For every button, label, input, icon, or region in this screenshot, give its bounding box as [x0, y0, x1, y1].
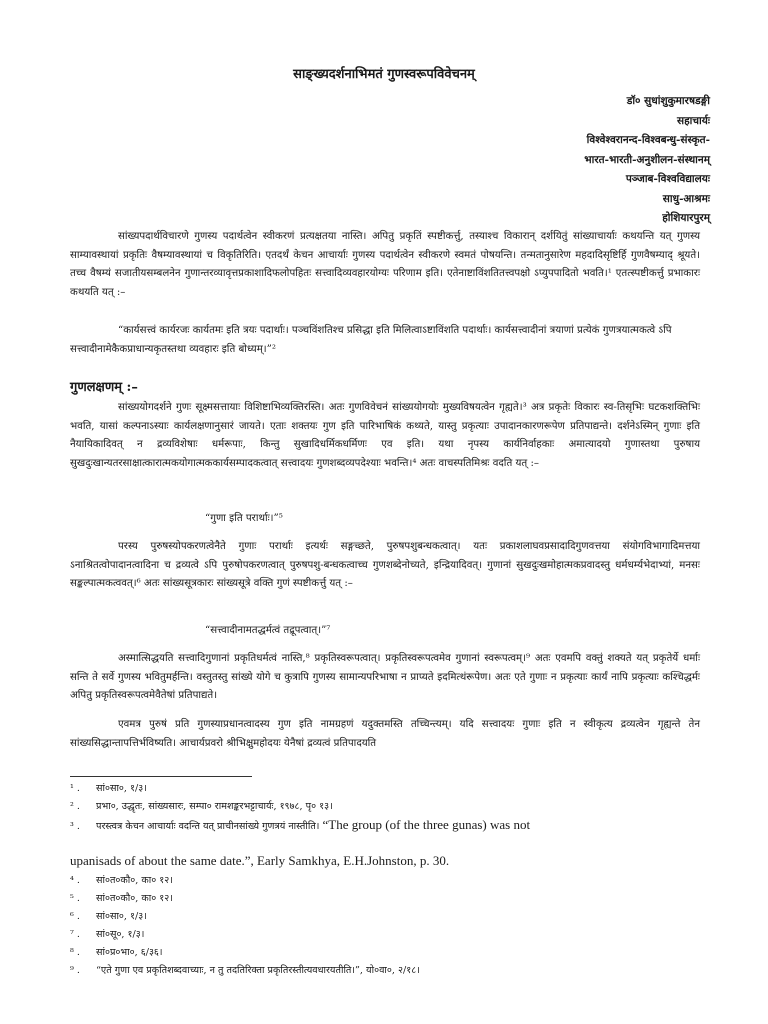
footnote-text: सां०त०कौ०, का० १२। — [96, 875, 173, 886]
footnote-english-quote: “The group (of the three gunas) was not — [322, 817, 531, 832]
footnote-text: “एते गुणा एव प्रकृतिशब्दवाच्याः, न तु तदतिरिक्ता प्रकृतिरस्तीत्यवधारयतीति।”, यो०वा०, २/१८। — [96, 965, 420, 976]
footnote-number: ⁴ . — [70, 875, 80, 886]
footnote-number: ² . — [70, 801, 80, 812]
author-name: डॉ० सुधांशुकुमारषडङ्गी — [626, 95, 710, 107]
block-quote: “गुणा इति परार्थाः।”⁵ — [205, 513, 283, 524]
paragraph: अस्मात्सिद्धयति सत्त्वादिगुणानां प्रकृतिधर्मत्वं नास्ति,⁸ प्रकृतिस्वरूपत्वात्। प्रकृतिस्वरूपत्वमेव गुणानां स्वरूपत्वम्।⁹ अतः एवमपि वक्तुं शक्यते यत् प्रकृतेर्ये धर्माः सन्ति ते सर्वे गुणस्य भवितुमर्हन्ति। वस्तुतस्तु सांख्ये योगे च कुत्रापि गुणस्य सामान्यपरिभाषा न प्राप्यते इदमित्थंरूपेण। अतः एते गुणाः न प्रकृत्याः कार्यं नापि प्रकृत्याः कश्चिद्धर्मः अपितु प्रकृतिस्वरूपत्वमेवैतेषां प्रतिपाद्यते। — [70, 653, 700, 702]
footnote — [70, 890, 710, 907]
footnote-number: ⁷ . — [70, 929, 80, 940]
footnote-number: ³ . — [70, 821, 80, 832]
footnote — [70, 944, 710, 961]
footnote-text: सां०सू०, १/३। — [96, 929, 145, 940]
footnote-text: सां०सा०, १/३। — [96, 911, 147, 922]
footnote-divider — [70, 776, 252, 777]
page-title: साङ्ख्यदर्शनाभिमतं गुणस्वरूपविवेचनम् — [293, 67, 475, 82]
author-affiliation-line: होशियारपुरम् — [662, 212, 710, 224]
footnote-number: ⁶ . — [70, 911, 80, 922]
author-affiliation-line: भारत-भारती-अनुशीलन-संस्थानम् — [584, 153, 710, 166]
block-quote: “सत्त्वादीनामतद्धर्मत्वं तद्रूपत्वात्।”⁷ — [205, 625, 331, 636]
footnote — [70, 872, 710, 889]
footnote-text: सां०प्र०भा०, ६/३६। — [96, 947, 163, 958]
footnote-text: सां०त०कौ०, का० १२। — [96, 893, 173, 904]
footnote-text: परस्त्वत्र केचन आचार्याः वदन्ति यत् प्राचीनसांख्ये गुणत्रयं नास्तीति। — [96, 821, 320, 832]
footnote — [70, 816, 710, 835]
author-block — [584, 92, 710, 229]
author-affiliation-line: विश्वेश्वरानन्द-विश्वबन्धु-संस्कृत- — [586, 134, 710, 146]
section-heading: गुणलक्षणम् :– — [70, 380, 138, 395]
paragraph: सांख्यपदार्थविचारणे गुणस्य पदार्थत्वेन स्वीकरणं प्रत्यक्षतया नास्ति। अपितु प्रकृतिं स्पष्टीकर्त्तु, तस्याश्च विकारान् दर्शयितुं सांख्याचार्याः कथयन्ति यत् गुणस्य साम्यावस्थायां प्रकृतिः वैषम्यावस्थायां च विकृतिरिति। एतदर्थं केचन आचार्याः गुणस्य पदार्थत्वेन स्वीकरणे स्वमतं पोषयन्ति। तन्मतानुसारेण महदादिसृष्टिर्हि गुणवैषम्याद् श्रूयते। तच्च वैषम्यं सजातीयसम्बलनेन गुणान्तरव्यावृत्तप्रकाशादिफलोपहितः सत्त्वादिव्यवहारयोग्यः परिणाम इति। एतेनाष्टाविंशतितत्त्वपक्षो ऽप्युपपादितो भवति।¹ एतत्स्पष्टीकर्त्तु प्रभाकारः कथयति यत् :– — [70, 231, 700, 298]
footnote — [70, 908, 710, 925]
paragraph: एवमत्र पुरुषं प्रति गुणस्याप्रधानत्वादस्य गुण इति नामग्रहणं यदुक्तमस्ति तच्चिन्त्यम्। यदि सत्त्वादयः गुणाः इति न स्वीकृत्य द्रव्यत्वेन गृह्यन्ते तेन सांख्यसिद्धान्तापत्तिर्भविष्यति। आचार्यप्रवरो श्रीभिक्षुमहोदयः येनैषां द्रव्यत्वं प्रतिपादयति — [70, 719, 700, 749]
footnote — [70, 926, 710, 943]
author-affiliation-line: पञ्जाब-विश्वविद्यालयः — [625, 173, 710, 185]
footnote-number: ¹ . — [70, 783, 80, 794]
block-quote: “कार्यसत्त्वं कार्यरजः कार्यतमः इति त्रयः पदार्थाः। पञ्चविंशतिश्च प्रसिद्धा इति मिलित्वाऽष्टाविंशति पदार्थाः। कार्यसत्त्वादीनां त्रयाणां प्रत्येकं गुणत्रयात्मकत्वे ऽपि सत्त्वादीनामेकैकप्राधान्यकृतस्तथा व्यवहारः इति बोध्यम्।”² — [70, 325, 672, 355]
author-designation: सहाचार्यः — [677, 114, 710, 127]
paragraph: सांख्ययोगदर्शने गुणः सूक्ष्मसत्तायाः विशिष्टाभिव्यक्तिरस्ति। अतः गुणविवेचनं सांख्ययोगयोः मुख्यविषयत्वेन गृह्यते।³ अत्र प्रकृतेः विकारः स्व-तिसृभिः घटकशक्तिभिः भवति, यासां कल्पनाऽस्याः कार्यलक्षणानुसारं जायते। एताः शक्तयः गुण इति पारिभाषिकं कथ्यते, यास्तु प्रकृत्याः उपादानकारणरूपेण प्रतिपाद्यन्ते। दर्शनेऽस्मिन् गुणाः इति नैयायिकादिवत् न द्रव्यविशेषाः धर्मरूपाः, किन्तु सुखादिधर्मिकधर्मिणः एव इति। यथा नृपस्य कार्यनिर्वाहकाः अमात्यादयो गुणास्तथा पुरुषाय सुखदुःखान्यतरसाक्षात्कारात्मकयोगात्मककार्यसम्पादकत्वात् सत्त्वादयः गुणशब्दव्यपदेश्याः भवन्ति।⁴ अतः वाचस्पतिमिश्रः वदति यत् :– — [70, 402, 700, 469]
footnote-number: ⁹ . — [70, 965, 80, 976]
footnote — [70, 962, 710, 979]
footnote-text: प्रभा०, उद्धृतः, सांख्यसारः, सम्पा० रामशङ्करभट्टाचार्यः, १९७८, पृ० १३। — [96, 801, 333, 812]
footnote — [70, 798, 710, 815]
paragraph: परस्य पुरुषस्योपकरणत्वेनैते गुणाः परार्थाः इत्यर्थः सङ्गच्छते, पुरुषपशुबन्धकत्वात्। यतः प्रकाशलाघवप्रसादादिगुणवत्तया संयोगविभागादिमत्तया ऽनाश्रितत्वोपादानत्वादिना च द्रव्यत्वे ऽपि पुरुषोपकरणत्वात् पुरुषपशु-बन्धकत्वाच्च गुणशब्देनोच्यते, इन्द्रियादिवत्। गुणानां सुखदुःखमोहात्मकप्रवादस्तु धर्मधर्म्यभेदाभ्यां, मनसः सङ्कल्पात्मकत्ववत्।⁶ अतः सांख्यसूत्रकारः सांख्यसूत्रे वक्ति गुणं स्पष्टीकर्त्तु यत् :– — [70, 541, 700, 590]
footnote-text: सां०सा०, १/३। — [96, 783, 147, 794]
footnote — [70, 780, 710, 797]
footnote-number: ⁵ . — [70, 893, 80, 904]
footnote-continuation: upanisads of about the same date.”, Early Samkhya, E.H.Johnston, p. 30. — [70, 853, 450, 868]
footnote-number: ⁸ . — [70, 947, 80, 958]
author-affiliation-line: साधु-आश्रमः — [662, 192, 710, 205]
